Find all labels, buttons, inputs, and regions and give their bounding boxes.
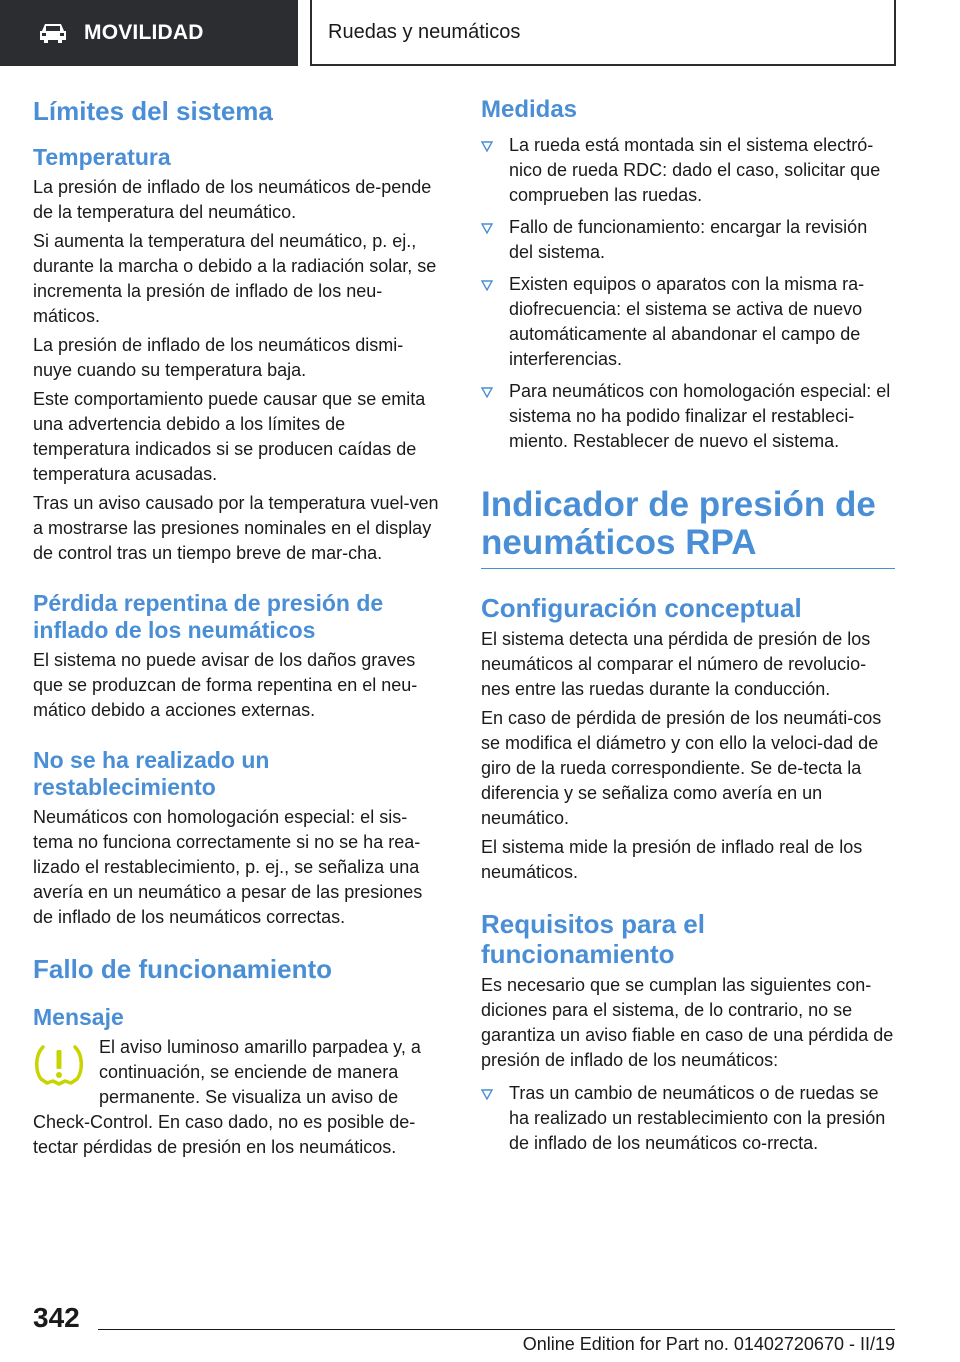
list-item: Tras un cambio de neumáticos o de ruedas se ha realizado un restablecimiento con la presión de inflado de los neumáticos co-rrecta. <box>481 1081 895 1156</box>
triangle-bullet-icon <box>481 222 493 234</box>
heading-concept: Configuración conceptual <box>481 593 802 623</box>
chapter-title: Ruedas y neumáticos <box>310 0 896 66</box>
heading-temperature: Temperatura <box>33 144 171 170</box>
triangle-bullet-icon <box>481 279 493 291</box>
paragraph: Neumáticos con homologación especial: el sis-tema no funciona correctamente si no se ha rea-lizado el restablecimiento, p. ej., se señaliza una avería en un neumático a pesar de las presiones de inflado de los neumáticos correctas. <box>33 807 423 927</box>
heading-system-limits: Límites del sistema <box>33 96 273 126</box>
list-item: Para neumáticos con homologación especial: el sistema no ha podido finalizar el restableci-miento. Restablecer de nuevo el sistema. <box>481 379 895 454</box>
paragraph: Check-Control. En caso dado, no es posible de-tectar pérdidas de presión en los neumáticos. <box>33 1112 416 1157</box>
page-header <box>0 0 960 66</box>
paragraph: La presión de inflado de los neumáticos dismi-nuye cuando su temperatura baja. <box>33 335 404 380</box>
page-number: 342 <box>33 1302 80 1333</box>
heading-rule <box>481 568 895 569</box>
heading-message: Mensaje <box>33 1004 124 1030</box>
heading-measures: Medidas <box>481 96 578 123</box>
footer-rule <box>98 1329 895 1330</box>
triangle-bullet-icon <box>481 1088 493 1100</box>
triangle-bullet-icon <box>481 386 493 398</box>
paragraph: El sistema no puede avisar de los daños graves que se produzcan de forma repentina en el neu-mático debido a acciones externas. <box>33 650 418 720</box>
paragraph: La presión de inflado de los neumáticos de-pende de la temperatura del neumático. <box>33 177 432 222</box>
paragraph: El sistema detecta una pérdida de presión de los neumáticos al comparar el número de revolucio-nes entre las ruedas durante la conducción. <box>481 629 871 699</box>
paragraph: El aviso luminoso amarillo parpadea y, a continuación, se enciende de manera permanente. Se visualiza un aviso de <box>99 1037 421 1107</box>
message-block <box>33 1035 441 1160</box>
triangle-bullet-icon <box>481 140 493 152</box>
footer-edition: Online Edition for Part no. 01402720670 - II/19 <box>522 1334 895 1354</box>
paragraph: El sistema mide la presión de inflado real de los neumáticos. <box>481 837 863 882</box>
heading-requirements: Requisitos para el funcionamiento <box>481 909 705 969</box>
section-label: MOVILIDAD <box>84 21 204 44</box>
list-item: Fallo de funcionamiento: encargar la revisión del sistema. <box>481 215 895 265</box>
heading-sudden-loss: Pérdida repentina de presión de inflado de los neumáticos <box>33 590 384 643</box>
paragraph: Este comportamiento puede causar que se emita una advertencia debido a los límites de temperatura indicados si se producen caídas de temperatura acusadas. <box>33 389 426 484</box>
heading-rpa: Indicador de presión de neumáticos RPA <box>481 485 876 562</box>
paragraph: Tras un aviso causado por la temperatura vuel-ven a mostrarse las presiones nominales en el display de control tras un tiempo breve de mar-cha. <box>33 493 439 563</box>
section-tab <box>0 0 298 66</box>
paragraph: En caso de pérdida de presión de los neumáti-cos se modifica el diámetro y con ello la veloci-dad de giro de la rueda correspondiente. Se de-tecta la diferencia y se señaliza como avería en un neumático. <box>481 708 882 828</box>
paragraph: Si aumenta la temperatura del neumático, p. ej., durante la marcha o debido a la radiación solar, se incrementa la presión de inflado de los neu-máticos. <box>33 231 437 326</box>
left-column <box>33 96 441 1160</box>
car-icon <box>38 22 68 44</box>
list-item: La rueda está montada sin el sistema electró-nico de rueda RDC: dado el caso, solicitar que comprueben las ruedas. <box>481 133 895 208</box>
paragraph: Es necesario que se cumplan las siguientes con-diciones para el sistema, de lo contrario, no se garantiza un aviso fiable en caso de una pérdida de presión de inflado de los neumáticos: <box>481 975 894 1070</box>
list-item: Existen equipos o aparatos con la misma ra-diofrecuencia: el sistema se activa de nuevo automáticamente al abandonar el campo de interferencias. <box>481 272 895 372</box>
right-column <box>481 96 895 1163</box>
tire-pressure-warning-icon <box>33 1041 85 1089</box>
measures-list <box>481 133 895 454</box>
heading-no-reset: No se ha realizado un restablecimiento <box>33 747 270 800</box>
heading-malfunction: Fallo de funcionamiento <box>33 954 333 984</box>
requirements-list <box>481 1081 895 1156</box>
